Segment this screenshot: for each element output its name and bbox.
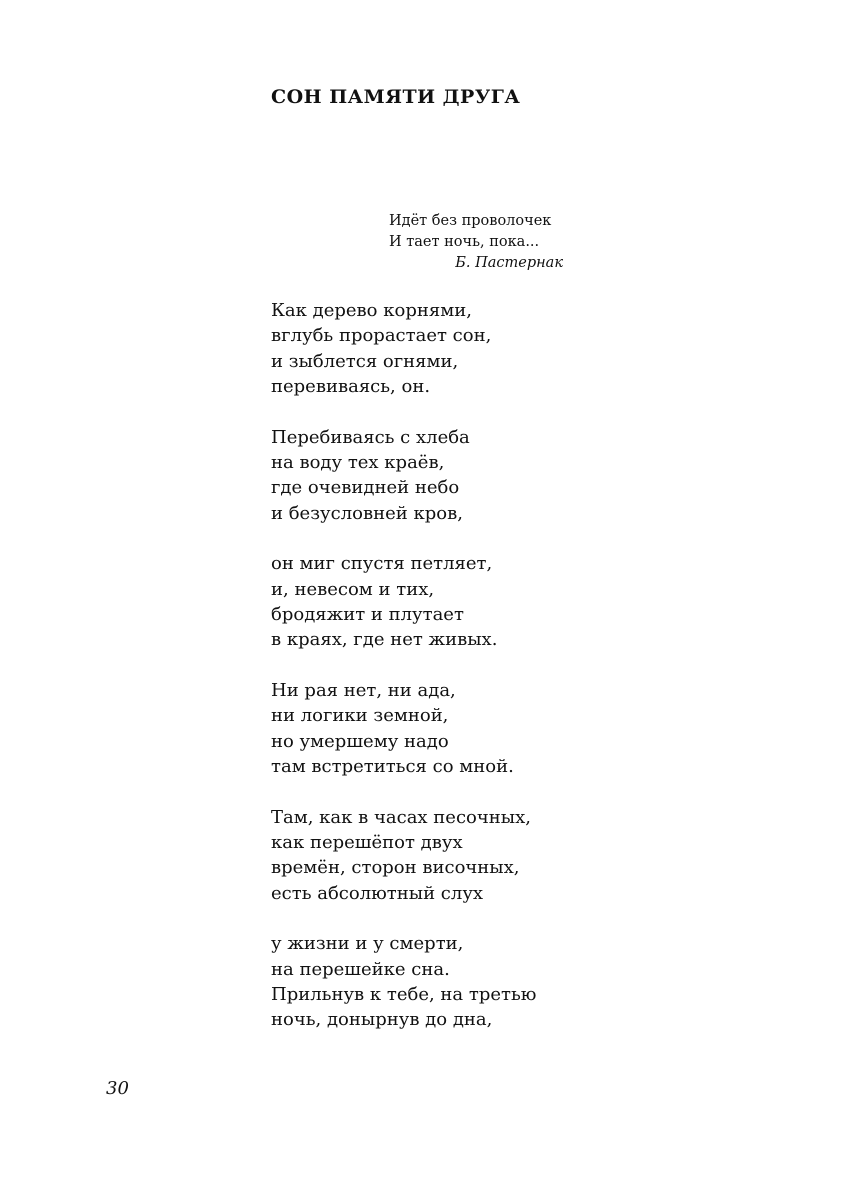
poem-line: перевиваясь, он. bbox=[271, 376, 431, 398]
poem-line: ночь, донырнув до дна, bbox=[271, 1009, 493, 1031]
epigraph-line: И тает ночь, пока... bbox=[389, 234, 540, 250]
stanza bbox=[271, 298, 791, 400]
poem-line: в краях, где нет живых. bbox=[271, 629, 498, 651]
poem-title: СОН ПАМЯТИ ДРУГА bbox=[271, 86, 521, 108]
poem-line: он миг спустя петляет, bbox=[271, 553, 493, 575]
poem-line: Как дерево корнями, bbox=[271, 300, 472, 321]
poem-body bbox=[271, 298, 791, 1058]
poem-line: и зыблется огнями, bbox=[271, 350, 459, 372]
poem-line: и безусловней кров, bbox=[271, 502, 463, 524]
stanza bbox=[271, 805, 791, 907]
poem-line: на воду тех краёв, bbox=[271, 452, 445, 474]
poem-line: там встретиться со мной. bbox=[271, 756, 514, 778]
poem-line: ни логики земной, bbox=[271, 705, 449, 727]
poem-line: где очевидней небо bbox=[271, 477, 460, 499]
epigraph-line: Идёт без проволочек bbox=[389, 213, 552, 229]
epigraph-author: Б. Пастернак bbox=[455, 255, 563, 271]
poem-line: у жизни и у смерти, bbox=[271, 933, 464, 955]
stanza bbox=[271, 678, 791, 780]
poem-line: как перешёпот двух bbox=[271, 831, 463, 853]
poem-line: бродяжит и плутает bbox=[271, 604, 464, 626]
poem-line: есть абсолютный слух bbox=[271, 882, 484, 904]
stanza bbox=[271, 931, 791, 1033]
page-number: 30 bbox=[106, 1078, 129, 1099]
stanza bbox=[271, 551, 791, 653]
poem-line: Ни рая нет, ни ада, bbox=[271, 679, 456, 701]
stanza bbox=[271, 425, 791, 527]
poem-line: и, невесом и тих, bbox=[271, 578, 435, 600]
poem-line: вглубь прорастает сон, bbox=[271, 325, 492, 347]
poem-line: Там, как в часах песочных, bbox=[271, 806, 531, 828]
epigraph bbox=[389, 211, 589, 274]
poem-line: времён, сторон височных, bbox=[271, 857, 520, 879]
poem-line: Перебиваясь с хлеба bbox=[271, 426, 470, 448]
poem-line: на перешейке сна. bbox=[271, 958, 450, 980]
poem-line: но умершему надо bbox=[271, 730, 449, 752]
poem-line: Прильнув к тебе, на третью bbox=[271, 983, 537, 1005]
